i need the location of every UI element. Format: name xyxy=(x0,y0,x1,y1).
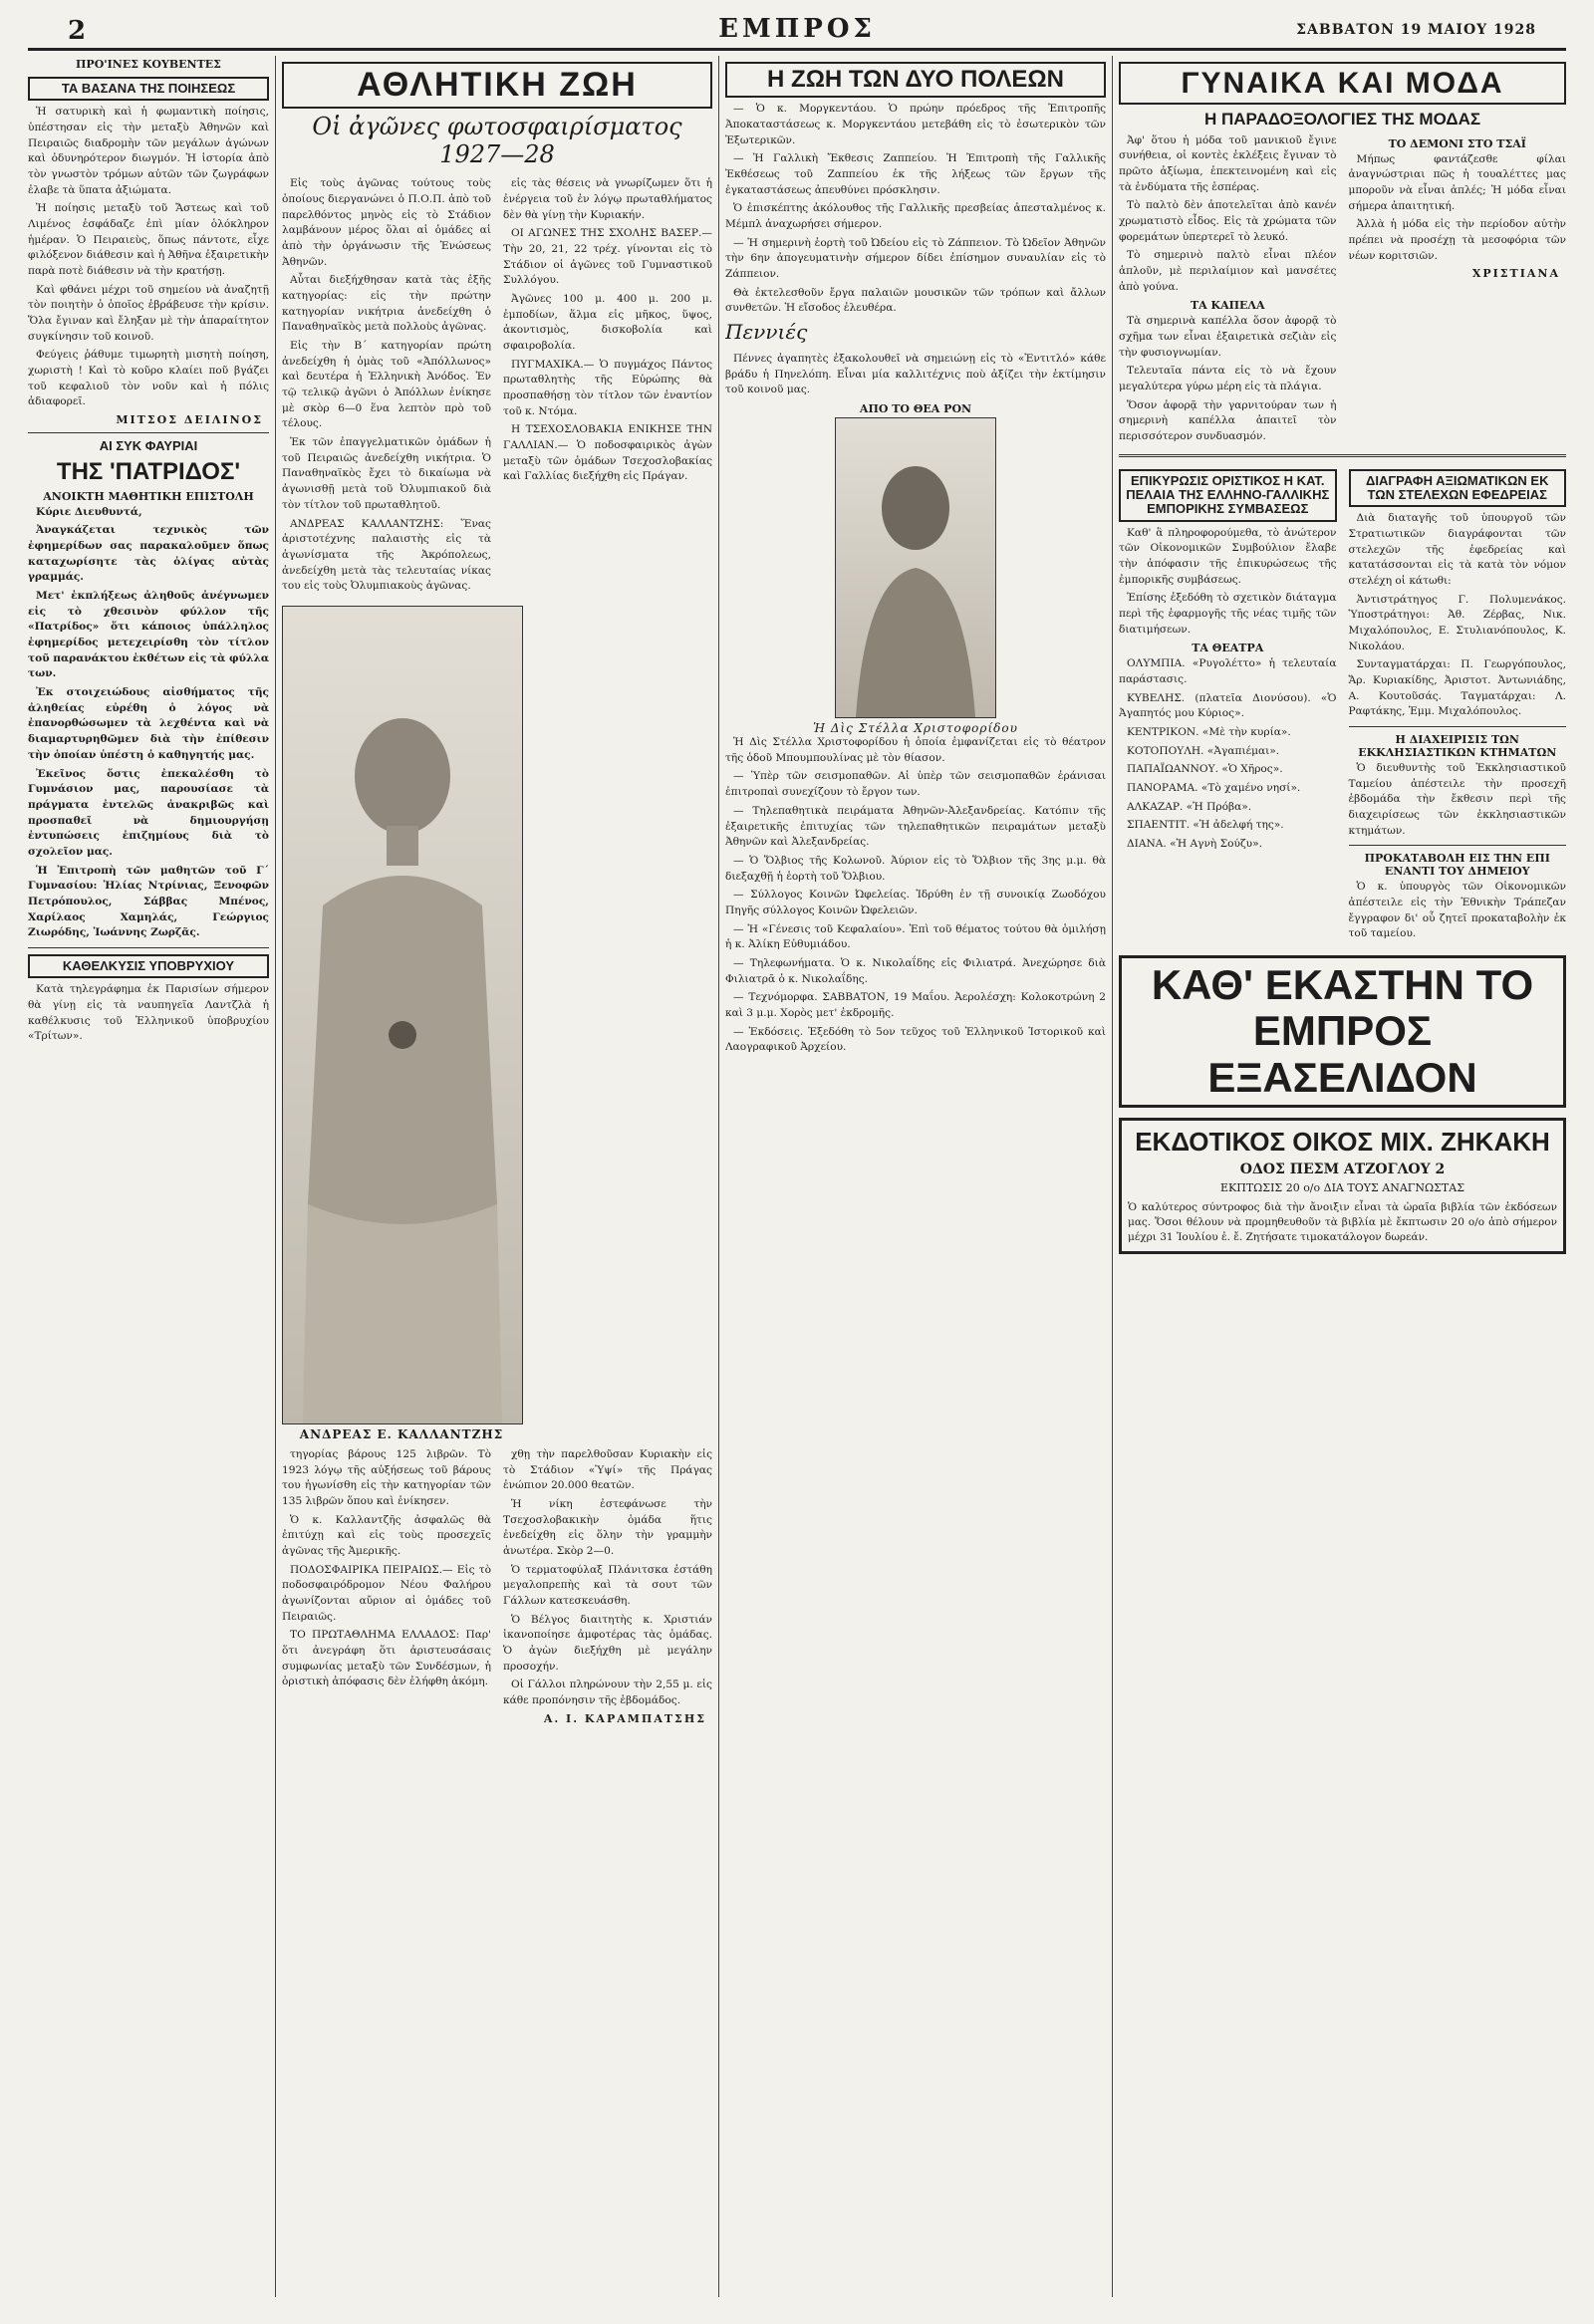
article-paragraph: — Τεχνόμορφα. ΣΑΒΒΑΤΟΝ, 19 Μαΐου. Ἀερολέσχη: Κολοκοτρώνη 2 καὶ 3 μ.μ. Χορὸς μετ' ἐκδρομῆς. xyxy=(725,991,1106,1019)
athlete-photo xyxy=(282,606,523,1424)
newspaper-page xyxy=(28,14,1566,2305)
article-paragraph: Ὁ κ. Καλλαντζῆς ἀσφαλῶς θὰ ἐπιτύχῃ καὶ εἰς τοὺς προσεχεῖς ἀγῶνας τῆς Ἀμερικῆς. xyxy=(282,1513,491,1557)
article-paragraph: Ὁ κ. ὑπουργὸς τῶν Οἰκονομικῶν ἀπέστειλε εἰς τὴν Ἐθνικὴν Τράπεζαν ἔγγραφον δι' οὗ ζητεῖ προκαταβολὴν ἐκ τοῦ ταμείου. xyxy=(1348,881,1566,940)
column-city-life xyxy=(725,56,1106,2297)
article-paragraph: ΠΥΓΜΑΧΙΚΑ.— Ὁ πυγμάχος Πάντος πρωταθλητὴς τῆς Εὐρώπης θὰ προσπαθήσῃ τὸν τίτλον τῶν ἐναντίον τοῦ κ. Ντόμα. xyxy=(503,358,712,417)
article-column xyxy=(1119,463,1337,945)
article-paragraph: Ἐκ τῶν ἐπαγγελματικῶν ὁμάδων ἡ τοῦ Πειραιῶς ἀνεδείχθη νικήτρια. Ὁ Παναθηναϊκὸς ἔχει τὸ δικαίωμα νὰ ἀγωνισθῇ μετὰ τοῦ Ὀλυμπιακοῦ διὰ τὸν τίτλον τοῦ πρωταθλητοῦ. xyxy=(282,436,491,511)
listing-item: ΚΟΤΟΠΟΥΛΗ. «Ἀγαπιέμαι». xyxy=(1127,744,1280,757)
article-paragraph: — Ἡ «Γένεσις τοῦ Κεφαλαίου». Ἐπὶ τοῦ θέματος τούτου θὰ ὁμιλήσῃ ἡ κ. Ἀλίκη Εὐθυμιάδου. xyxy=(725,922,1106,951)
article-paragraph: Αὗται διεξήχθησαν κατὰ τὰς ἐξῆς κατηγορίας: εἰς τὴν πρώτην κατηγορίαν νικήτρια ἀνεδείχθη ὁ Παναθηναϊκὸς μετὰ πολλοὺς ἀγῶνας. xyxy=(282,274,491,334)
article-paragraph: ΟΙ ΑΓΩΝΕΣ ΤΗΣ ΣΧΟΛΗΣ ΒΑΣΕΡ.— Τὴν 20, 21, 22 τρέχ. γίνονται εἰς τὸ Στάδιον οἱ ἀγῶνες τοῦ Γυμναστικοῦ Συλλόγου. xyxy=(503,227,712,287)
article-heading: ΕΠΙΚΥΡΩΣΙΣ ΟΡΙΣΤΙΚΟΣ Η ΚΑΤ. ΠΕΛΑΙΑ ΤΗΣ ΕΛΛΗΝΟ-ΓΑΛΛΙΚΗΣ ΕΜΠΟΡΙΚΗΣ ΣΥΜΒΑΣΕΩΣ xyxy=(1119,469,1337,522)
section-subheading: Οἱ ἀγῶνες φωτοσφαιρίσματος 1927—28 xyxy=(312,113,682,169)
article-paragraph: — Τηλεπαθητικὰ πειράματα Ἀθηνῶν-Ἀλεξανδρείας. Κατόπιν τῆς ἐξαιρετικῆς ἐπιτυχίας τῶν τηλεπαθητικῶν πειραμάτων μεταξὺ Ἀθηνῶν καὶ Ἀλεξανδρείας. xyxy=(725,804,1106,849)
listing-item: ΑΛΚΑΖΑΡ. «Ἡ Πρόβα». xyxy=(1127,800,1252,813)
article-columns xyxy=(282,176,712,597)
section-subheading: Η ΠΑΡΑΔΟΞΟΛΟΓΙΕΣ ΤΗΣ ΜΟΔΑΣ xyxy=(1203,110,1481,129)
listing-item: ΔΙΑΝΑ. «Ἡ Αγνὴ Σούζυ». xyxy=(1127,838,1262,851)
article-signature: ΧΡΙΣΤΙΑΝΑ xyxy=(1471,267,1560,281)
article-paragraph: Ὁ Βέλγος διαιτητὴς κ. Χριστιάν ἱκανοποίησε ἀμφοτέρας τὰς ὁμάδας. Ὁ ἀγὼν διεξήχθη μὲ μεγάλην προσοχήν. xyxy=(503,1613,712,1673)
athlete-figure-icon xyxy=(283,607,522,1423)
article-paragraph: Οἱ Γάλλοι πληρώνουν τὴν 2,55 μ. εἰς κάθε προπόνησιν τῆς ἑβδομάδος. xyxy=(503,1678,712,1706)
article-paragraph: Πέννες ἀγαπητὲς ἐξακολουθεῖ νὰ σημειώνῃ εἰς τὸ «Ἐντιτλό» κάθε βράδυ ἡ Πηνελόπη. Εἶναι μία καλλιτέχνις ποὺ ἀξίζει τὴν ἐκτίμησιν τοῦ κοινοῦ μας. xyxy=(725,353,1106,396)
portrait-icon xyxy=(836,418,995,717)
divider xyxy=(1349,845,1567,846)
issue-date: ΣΑΒΒΑΤΟΝ 19 ΜΑΙΟΥ 1928 xyxy=(1296,22,1536,38)
photo-caption: Ἡ Δὶς Στέλλα Χριστοφορίδου xyxy=(813,721,1018,736)
article-paragraph: ΠΟΔΟΣΦΑΙΡΙΚΑ ΠΕΙΡΑΙΩΣ.— Εἰς τὸ ποδοσφαιρόδρομον Νέου Φαλήρου ἀγωνίζονται αὔριον αἱ ὁμάδες τοῦ Πειραιῶς. xyxy=(282,1563,491,1623)
divider xyxy=(1349,726,1567,727)
article-paragraph: Καθ' ἃ πληροφορούμεθα, τὸ ἀνώτερον τῶν Οἰκονομικῶν Συμβούλιον ἔλαβε τὴν ἀπόφασιν τῆς ἐπικυρώσεως τῆς ἐμπορικῆς συμβάσεως. xyxy=(1119,526,1337,586)
section-heading: ΓΥΝΑΙΚΑ ΚΑΙ ΜΟΔΑ xyxy=(1119,62,1566,105)
article-heading: ΚΑΘΕΛΚΥΣΙΣ ΥΠΟΒΡΥΧΙΟΥ xyxy=(28,954,269,978)
article-paragraph: Μήπως φαντάζεσθε φίλαι ἀναγνώστριαι πῶς ἡ τουαλέττες μας μποροῦν νὰ εἶναι ἀπλές; Ἡ μόδα εἶναι σήμερα ἀπαιτητική. xyxy=(1348,152,1566,212)
photo-caption: ΑΝΔΡΕΑΣ Ε. ΚΑΛΛΑΝΤΖΗΣ xyxy=(299,1426,504,1441)
article-paragraph: Καὶ φθάνει μέχρι τοῦ σημείου νὰ ἀναζητῇ τὸν ποιητὴν ὁ ὁποῖος ἐβράβευσε τὴν κρίσιν. Ὅλα ἔγιναν καὶ ἔληξαν μὲ τὴν ἀπαραίτητον συγκίνησιν τοῦ κοινοῦ. xyxy=(28,283,269,343)
article-paragraph: Ὅσον ἀφορᾷ τὴν γαρνιτούραν των ἡ σημερινὴ καπέλλα ἀπαιτεῖ τὸν περισσότερον συνδυασμόν. xyxy=(1119,398,1337,443)
article-subheading: Η ΔΙΑΧΕΙΡΙΣΙΣ ΤΩΝ ΕΚΚΛΗΣΙΑΣΤΙΚΩΝ ΚΤΗΜΑΤΩΝ xyxy=(1358,733,1557,760)
column-sports xyxy=(282,56,712,2297)
article-paragraph: — Ἡ σημερινὴ ἑορτὴ τοῦ Ὠδείου εἰς τὸ Ζάππειον. Τὸ Ὠδεῖον Ἀθηνῶν τὴν 6ην ἀπογευματινὴν σήμερον δίδει ἐπίσημον συναυλίαν εἰς τὸ Ζάππειον. xyxy=(725,236,1106,281)
article-paragraph: Ἡ σατυρικὴ καὶ ἡ φωμαντικὴ ποίησις, ὑπέστησαν εἰς τὴν μεταξὺ Ἀθηνῶν καὶ Πειραιῶς διαδρομὴν τῶν μεγάλων ἀγώνων καὶ ὀδυνηρότερον διωγμόν. Ἡ ἱστορία ἀπὸ τὸν γνωστὸν τρόμων αὐτῶν τῶν ζωγράφων ἐλαβε τὰ ὕπατα ἀξιώματα. xyxy=(28,106,269,196)
article-paragraph: Ἀναγκάζεται τεχνικὸς τῶν ἐφημερίδων σας παρακαλοῦμεν ὅπως καταχωρίσητε τὰς ὀλίγας αὐτὰς γραμμάς. xyxy=(28,524,269,584)
article-paragraph: Ὁ τερματοφύλαξ Πλάνιτσκα ἐστάθη μεγαλοπρεπὴς καὶ τὰ σουτ τῶν Γάλλων κατεσκευάσθη. xyxy=(503,1563,712,1607)
article-paragraph: Κύριε Διευθυντά, xyxy=(36,505,142,518)
article-paragraph: Συνταγματάρχαι: Π. Γεωργόπουλος, Ἄρ. Κυριακίδης, Ἀριστοτ. Ἀντωνιάδης, Α. Κουτοῦσάς. Ταγματάρχαι: Λ. Ραφτάκης, Ἐμμ. Μιχαλόπουλος. xyxy=(1348,658,1566,718)
article-paragraph: Θὰ ἐκτελεσθοῦν ἔργα παλαιῶν μουσικῶν τῶν τρόπων καὶ ἄλλων συνθετῶν. Ἡ εἴσοδος ἐλευθέρα. xyxy=(725,286,1106,315)
article-heading: ΤΑ ΒΑΣΑΝΑ ΤΗΣ ΠΟΙΗΣΕΩΣ xyxy=(28,77,269,101)
article-paragraph: — Ὑπὲρ τῶν σεισμοπαθῶν. Αἱ ὑπὲρ τῶν σεισμοπαθῶν ἐράνισαι ἐπιτροπαὶ συνεχίζουν τὸ ἔργον των. xyxy=(725,770,1106,799)
article-column xyxy=(1349,133,1567,448)
article-paragraph: Ἡ Δὶς Στέλλα Χριστοφορίδου ἡ ὁποία ἐμφανίζεται εἰς τὸ θέατρον τῆς ὁδοῦ Μπουμπουλίνας μὲ τὸν θίασον. xyxy=(725,736,1106,764)
article-paragraph: Τὸ σημερινὸ παλτὸ εἶναι πλέον ἁπλοῦν, μὲ περιλαίμιον καὶ μανσέτες ἀπὸ γούνα. xyxy=(1119,249,1337,293)
listing-item: ΣΠΑΕΝΤΙΤ. «Ἡ ἀδελφή της». xyxy=(1127,819,1284,832)
article-heading: ΤΗΣ 'ΠΑΤΡΙΔΟΣ' xyxy=(56,458,241,486)
page-number: 2 xyxy=(68,16,87,46)
column-left xyxy=(28,56,269,2297)
article-signature: Α. Ι. ΚΑΡΑΜΠΑΤΣΗΣ xyxy=(543,1711,706,1725)
ad-title: ΕΚΔΟΤΙΚΟΣ ΟΙΚΟΣ ΜΙΧ. ΖΗΚΑΚΗ xyxy=(1135,1126,1550,1157)
column-kicker: ΠΡΟ'ΙΝΕΣ ΚΟΥΒΕΝΤΕΣ xyxy=(76,58,221,71)
article-paragraph: Εἰς τὴν Β΄ κατηγορίαν πρώτη ἀνεδείχθη ἡ ὁμὰς τοῦ «Ἀπόλλωνος» καὶ δευτέρα ἡ Ἑλληνικὴ Ἀνόδος. Ἐν τῷ τελικῷ ἀγῶνι ὁ Ἀπόλλων ἐνίκησε μὲ σκὸρ 6—0 ἕνα λεπτὸν πρὸ τοῦ τέλους. xyxy=(282,340,491,430)
article-column xyxy=(282,176,491,597)
listing-item: ΚΕΝΤΡΙΚΟΝ. «Μὲ τὴν κυρία». xyxy=(1127,726,1291,739)
article-columns xyxy=(1119,463,1566,945)
divider xyxy=(28,432,269,433)
article-paragraph: — Ὁ κ. Μοργκεντάου. Ὁ πρώην πρόεδρος τῆς Ἐπιτροπῆς Ἀποκαταστάσεως κ. Μοργκεντάου μετεβάθη εἰς τὸ ἐσωτερικὸν τῶν Ἐξωτερικῶν. xyxy=(725,103,1106,146)
article-paragraph: Τελευταῖα πάντα εἰς τὸ νὰ ἔχουν μεγαλύτερα γύρω μέρη εἰς τὰ πλάγια. xyxy=(1119,365,1337,393)
column-divider xyxy=(1112,56,1113,2297)
article-subheading: ΠΡΟΚΑΤΑΒΟΛΗ ΕΙΣ ΤΗΝ ΕΠΙ ΕΝΑΝΤΙ ΤΟΥ ΔΗΜΕΙΟΥ xyxy=(1364,852,1550,879)
newspaper-title: ΕΜΠΡΟΣ xyxy=(718,14,876,44)
actress-photo xyxy=(835,417,996,718)
masthead xyxy=(28,14,1566,51)
article-paragraph: Ἐκ στοιχειώδους αἰσθήματος τῆς ἀληθείας εὐρέθη ὁ λόγος νὰ ἐπανορθώσωμεν τὰ λεχθέντα καὶ νὰ διαμαρτυρηθῶμεν διὰ τὴν ἐπίθεσιν τὴν ὁποίαν ὑπέστη ὁ καθηγητής μας. xyxy=(28,686,269,761)
article-paragraph: Ἐπίσης ἐξεδόθη τὸ σχετικὸν διάταγμα περὶ τῆς ἐφαρμογῆς τῆς νέας τιμῆς τῶν διατιμήσεων. xyxy=(1119,592,1337,636)
listing-item: ΚΥΒΕΛΗΣ. (πλατεῖα Διονύσου). «Ὁ Ἀγαπητός μου Κύριος». xyxy=(1119,691,1337,720)
article-column xyxy=(503,176,712,597)
article-column xyxy=(503,1447,712,1731)
article-paragraph: Ἀντιστράτηγος Γ. Πολυμενάκος. Ὑποστράτηγοι: Ἀθ. Ζέρβας, Νικ. Μιχαλόπουλος, Ε. Στυλιανόπουλος, Κ. Νικολάου. xyxy=(1348,593,1566,652)
article-paragraph: Ὁ διευθυντὴς τοῦ Ἐκκλησιαστικοῦ Ταμείου ἀπέστειλε τὴν προσεχῆ ἐβδομάδα τὴν ἔκθεσιν περὶ τῆς διαχειρίσεως τῶν ἐκκλησιαστικῶν κτημάτων. xyxy=(1348,762,1566,837)
divider xyxy=(28,947,269,948)
article-subheading: ΑΝΟΙΚΤΗ ΜΑΘΗΤΙΚΗ ΕΠΙΣΤΟΛΗ xyxy=(43,489,254,503)
advertisement-banner: ΚΑΘ' ΕΚΑΣΤΗΝ ΤΟ ΕΜΠΡΟΣ ΕΞΑΣΕΛΙΔΟΝ xyxy=(1119,955,1566,1108)
column-divider xyxy=(718,56,719,2297)
article-column xyxy=(1349,463,1567,945)
article-paragraph: εἰς τὰς θέσεις νὰ γνωρίζωμεν ὅτι ἡ ἐνέργεια τοῦ ἐν λόγῳ πρωταθλήματος δὲν θὰ γίνῃ τὴν Κυριακήν. xyxy=(503,177,712,221)
article-paragraph: χθῃ τὴν παρελθοῦσαν Κυριακὴν εἰς τὸ Στάδιον «Ὑψί» τῆς Πράγας ἐνώπιον 20.000 θεατῶν. xyxy=(503,1447,712,1492)
article-paragraph: Κατὰ τηλεγράφημα ἐκ Παρισίων σήμερον θὰ γίνῃ εἰς τὰ ναυπηγεῖα Λαντζλὰ ἡ καθέλκυσις τοῦ Ἑλληνικοῦ ὑποβρυχίου «Τρίτων». xyxy=(28,983,269,1043)
article-heading: ΔΙΑΓΡΑΦΗ ΑΞΙΩΜΑΤΙΚΩΝ ΕΚ ΤΩΝ ΣΤΕΛΕΧΩΝ ΕΦΕΔΡΕΙΑΣ xyxy=(1349,469,1567,508)
column-divider xyxy=(275,56,276,2297)
article-paragraph: Ἡ ποίησις μεταξὺ τοῦ Ἄστεως καὶ τοῦ Λιμένος ἐσφάδαζε ἐπὶ μίαν ὁλόκληρον ἡμέραν. Ὁ Πειραιεὺς, ὅπως πάντοτε, εἶχε φιλόξενον διάθεσιν καὶ ἡ Ἀθῆνα ἐξαιρετικὴν παρὰ ποτὲ διάθεσιν νὰ τὴν κρατήσῃ. xyxy=(28,202,269,278)
article-paragraph: Φεύγεις ῥάθυμε τιμωρητὴ μισητὴ ποίηση, χωριστὴ ! Καὶ τὸ κοῦρο κλαίει ποῦ βγάζει τοῦ κεφαλιοῦ τὸν νοῦν καὶ ἡ πόλις ἀδιαφορεῖ. xyxy=(28,349,269,408)
article-paragraph: ΤΟ ΠΡΩΤΑΘΛΗΜΑ ΕΛΛΑΔΟΣ: Παρ' ὅτι ἀνεγράφη ὅτι ἀριστευσάσαις συμφωνίας μεταξὺ τῶν Συνδέσμων, ἡ ὁριστικὴ ἀπόφασις δὲν ἐλήφθη ἀκόμη. xyxy=(282,1629,491,1688)
article-columns xyxy=(1119,133,1566,448)
article-paragraph: — Ὁ Ὅλβιος τῆς Κολωνοῦ. Ἀύριον εἰς τὸ Ὅλβιον τῆς 3ης μ.μ. θὰ διεξαχθῇ ἡ ἑορτὴ τοῦ Ὅλβιου. xyxy=(725,854,1106,883)
article-paragraph: Ἀγῶνες 100 μ. 400 μ. 200 μ. ἐμποδίων, ἅλμα εἰς μῆκος, ὕψος, ἀκοντισμὸς, δισκοβολία καὶ σφαιροβολία. xyxy=(503,293,712,353)
publisher-advertisement xyxy=(1119,1118,1566,1255)
article-paragraph: — Ἐκδόσεις. Ἐξεδόθη τὸ 5ον τεῦχος τοῦ Ἑλληνικοῦ Ἱστορικοῦ καὶ Λαογραφικοῦ Ἀρχείου. xyxy=(725,1025,1106,1054)
section-heading: ΑΘΛΗΤΙΚΗ ΖΩΗ xyxy=(282,62,712,109)
article-paragraph: Εἰς τοὺς ἀγῶνας τούτους τοὺς ὁποίους διεργανώνει ὁ Π.Ο.Π. ἀπὸ τοῦ παρελθόντος μηνὸς εἰς τὸ Στάδιον λαμβάνουν μέρος ὅλαι αἱ ὁμάδες αἱ ἀπὸ τὴν ὀργάνωσιν τῆς Ἑνώσεως Ἀθηνῶν. xyxy=(282,177,491,268)
article-paragraph: Τὰ σημερινὰ καπέλλα ὅσον ἀφορᾷ τὸ σχῆμα των εἶναι ἐξαιρετικὰ σεζιὰν εἰς τὴν φυσιογνωμίαν. xyxy=(1119,315,1337,359)
article-columns xyxy=(282,1447,712,1731)
article-paragraph: ΑΝΔΡΕΑΣ ΚΑΛΛΑΝΤΖΗΣ: Ἕνας ἀριστοτέχνης παλαιστὴς εἰς τὰ ἀγωνίσματα τῆς Ἀκρόπολεως, ἀνεδείχθη μετὰ τὰς τελευταίας νίκας του εἰς τοὺς Ὀλυμπιακοὺς ἀγῶνας. xyxy=(282,517,491,593)
article-paragraph: Ἡ νίκη ἐστεφάνωσε τὴν Τσεχοσλοβακικὴν ὁμάδα ἥτις ἐνεδείχθη εἰς ὅλην τὴν γραμμὴν ἀνωτέρα. Σκὸρ 2—0. xyxy=(503,1497,712,1557)
article-paragraph: — Σύλλογος Κοινῶν Ὠφελείας. Ἱδρύθη ἐν τῇ συνοικίᾳ Ζωοδόχου Πηγῆς σύλλογος Κοινῶν Ὠφελειῶν. xyxy=(725,889,1106,916)
sub-heading: Πεννιές xyxy=(725,320,808,345)
article-paragraph: Ἀφ' ὅτου ἡ μόδα τοῦ μανικιοῦ ἔγινε συνήθεια, οἱ κοντὲς ἐκλέξεις ἔγιναν τὸ πρῶτο ἀξίωμα, ἐπεκτεινομένη καὶ εἰς τὰ ἐνδύματα τῆς ἑσπέρας. xyxy=(1119,133,1337,193)
article-paragraph: Ἡ Ἐπιτροπὴ τῶν μαθητῶν τοῦ Γ΄ Γυμνασίου: Ἠλίας Ντρίνιας, Ξενοφῶν Πετρόπουλος, Σάββας Μπένος, Χαρίλαος Χαμηλάς, Γεώργιος Ζιωρόδης, Ἰωάννης Ζωρζᾶς. xyxy=(28,864,269,939)
article-paragraph: Η ΤΣΕΧΟΣΛΟΒΑΚΙΑ ΕΝΙΚΗΣΕ ΤΗΝ ΓΑΛΛΙΑΝ.— Ὁ ποδοσφαιρικὸς ἀγὼν μεταξὺ τῶν ὁμάδων Τσεχοσλοβακίας καὶ Γαλλίας διεξήχθη εἰς Πράγαν. xyxy=(503,423,712,483)
article-subheading: ΤΑ ΘΕΑΤΡΑ xyxy=(1192,642,1264,655)
article-subheading: ΤΟ ΔΕΜΟΝΙ ΣΤΟ ΤΣΑΪ xyxy=(1388,136,1526,150)
ad-discount: ΕΚΠΤΩΣΙΣ 20 ο/ο ΔΙΑ ΤΟΥΣ ΑΝΑΓΝΩΣΤΑΣ xyxy=(1220,1180,1464,1194)
section-heading: Η ΖΩΗ ΤΩΝ ΔΥΟ ΠΟΛΕΩΝ xyxy=(725,62,1106,98)
divider xyxy=(1119,454,1566,457)
column-right xyxy=(1119,56,1566,2297)
article-paragraph: τηγορίας βάρους 125 λιβρῶν. Τὸ 1923 λόγῳ τῆς αὐξήσεως τοῦ βάρους του ἠγωνίσθη εἰς τὴν κατηγορίαν τῶν 135 λιβρῶν ὅπου καὶ ἐνίκησεν. xyxy=(282,1447,491,1507)
article-paragraph: Τὸ παλτὸ δὲν ἀποτελεῖται ἀπὸ κανέν χρωματιστὸ εἶδος. Εἰς τὰ χρώματα τῶν φορεμάτων ὑπερτερεῖ τὸ λευκό. xyxy=(1119,199,1337,243)
article-paragraph: Ὁ ἐπισκέπτης ἀκόλουθος τῆς Γαλλικῆς πρεσβείας ἀπεσταλμένος κ. Μέμπλ ἀναχωρήσει σήμερον. xyxy=(725,202,1106,231)
article-paragraph: — Ἡ Γαλλικὴ Ἔκθεσις Ζαππείου. Ἡ Ἐπιτροπὴ τῆς Γαλλικῆς Ἐκθέσεως τοῦ Ζαππείου ἐκ τῆς λήξεως τῶν ἔργων τῆς ἐγκαταστάσεως ἀπευθύνει πρόσκλησιν. xyxy=(725,152,1106,196)
listing-item: ΠΑΝΟΡΑΜΑ. «Τὸ χαμένο νησί». xyxy=(1127,782,1301,795)
listing-item: ΟΛΥΜΠΙΑ. «Ρυγολέττο» ἡ τελευταία παράστασις. xyxy=(1119,657,1337,686)
article-signature: ΜΙΤΣΟΣ ΔΕΙΛΙΝΟΣ xyxy=(116,413,263,427)
article-paragraph: Ἀλλὰ ἡ μόδα εἰς τὴν περίοδον αὐτὴν πρέπει νὰ προσέχῃ τὰ μεσοφόρια τῶν νέων κοριτσιῶν. xyxy=(1348,218,1566,262)
ad-text: Ὁ καλύτερος σύντροφος διὰ τὴν ἄνοιξιν εἶναι τὰ ὡραῖα βιβλία τῶν ἐκδόσεων μας. Ὅσοι θέλουν νὰ προμηθευθοῦν τὰ βιβλία μὲ ἔκπτωσιν 20 ο/ο ἀπὸ σήμερον μέχρι 31 Ἰουλίου ἐ. ἔ. Ζητήσατε τιμοκατάλογον δωρεάν. xyxy=(1128,1200,1557,1244)
photo-kicker: ΑΠΟ ΤΟ ΘΕΑ ΡΟΝ xyxy=(859,402,972,416)
listing-item: ΠΑΠΑΪΩΑΝΝΟΥ. «Ὁ Χῆρος». xyxy=(1127,763,1283,776)
article-column xyxy=(282,1447,491,1731)
article-kicker: ΑΙ ΣΥΚ ΦΑΥΡΙΑΙ xyxy=(99,438,198,454)
article-subheading: ΤΑ ΚΑΠΕΛΑ xyxy=(1191,299,1265,313)
article-paragraph: — Τηλεφωνήματα. Ὁ κ. Νικολαΐδης εἰς Φιλιατρά. Ἀνεχώρησε διὰ Φιλιατρᾶ ὁ κ. Νικολαΐδης. xyxy=(725,956,1106,985)
article-paragraph: Διὰ διαταγῆς τοῦ ὑπουργοῦ τῶν Στρατιωτικῶν διαγράφονται τῶν στελεχῶν τῆς ἐφεδρείας καὶ κατατάσσονται εἰς τὰ κατὰ τὸν νόμον στελέχη οἱ κάτωθι: xyxy=(1348,512,1566,588)
article-paragraph: Μετ' ἐκπλήξεως ἀληθοῦς ἀνέγνωμεν εἰς τὸ χθεσινὸν φύλλον τῆς «Πατρίδος» ὅτι κάποιος ὑπάλληλος ἐφημερίδος μετεχειρίσθη τὸν τίτλον τοῦ παρανάκτου ἐκθέτων εἰς τὰ φύλλα των. xyxy=(28,590,269,680)
article-column xyxy=(1119,133,1337,448)
ad-address: ΟΔΟΣ ΠΕΣΜ ΑΤΖΟΓΛΟΥ 2 xyxy=(1239,1161,1446,1177)
article-paragraph: Ἐκεῖνος ὅστις ἐπεκαλέσθη τὸ Γυμνάσιον μας, παρουσίασε τὰ πράγματα ἐντελῶς ἀνακριβῶς καὶ προσπαθεῖ νὰ δημιουργήσῃ ἐντυπώσεις ἐπιζημίους διὰ τὸ σχολεῖον μας. xyxy=(28,767,269,858)
